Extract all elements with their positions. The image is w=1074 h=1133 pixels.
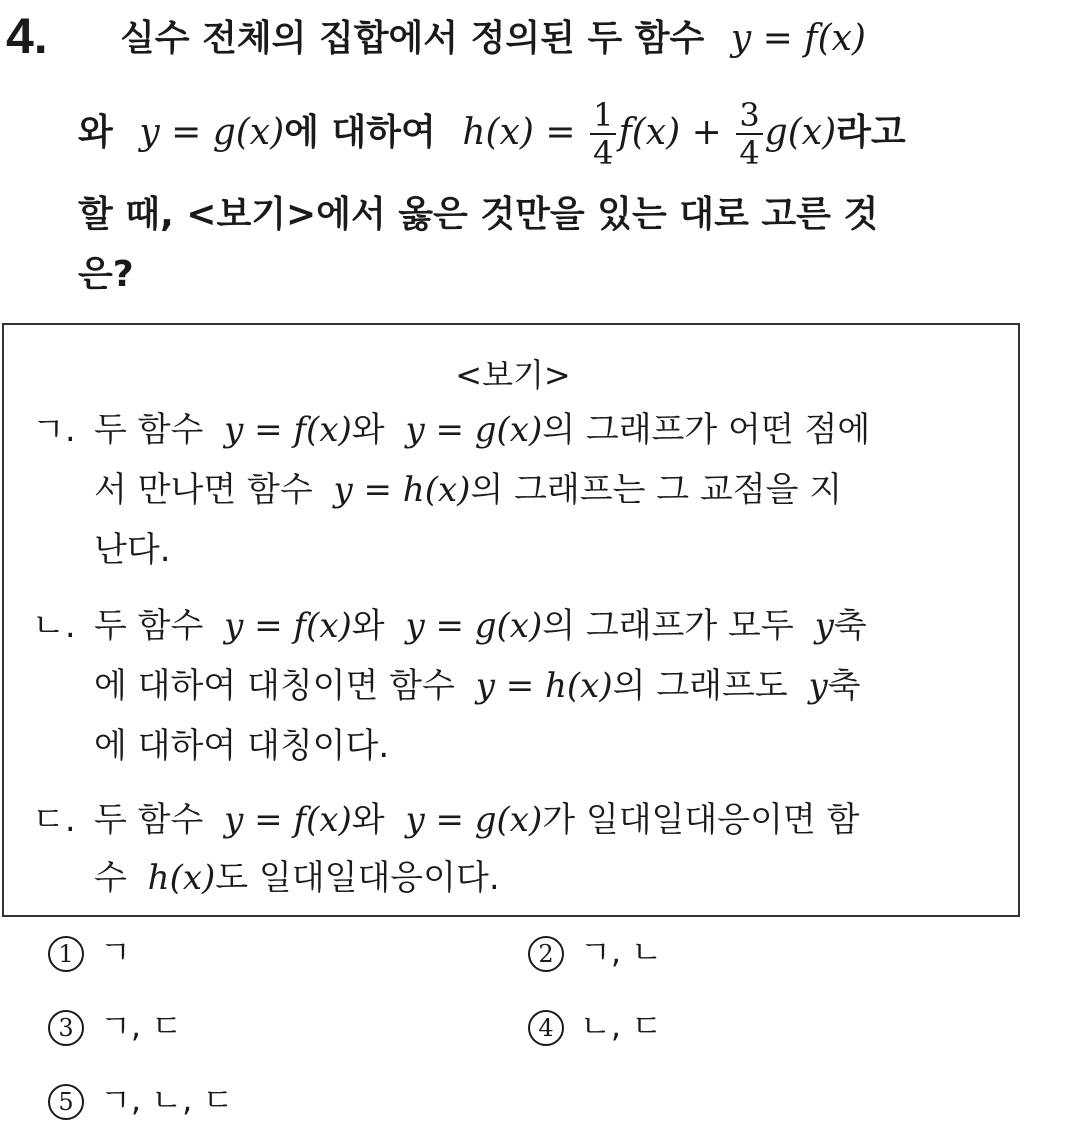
stem-math: y = g(x) xyxy=(139,112,285,153)
item-line xyxy=(32,405,870,455)
question-number: 4. xyxy=(6,8,48,64)
choice-text: ㄱ xyxy=(100,933,131,971)
fraction-denominator: 4 xyxy=(739,134,760,172)
item-text: 축 xyxy=(833,606,867,646)
item-line xyxy=(32,795,859,845)
item-math: y = g(x) xyxy=(405,606,543,646)
stem-math: g(x) xyxy=(764,112,837,153)
item-text: 도 일대일대응이다. xyxy=(215,858,500,898)
item-math: y = h(x) xyxy=(333,470,471,510)
fraction-denominator: 4 xyxy=(593,134,614,172)
item-text: 두 함수 xyxy=(94,410,204,450)
stem-text: 실수 전체의 집합에서 정의된 두 함수 xyxy=(120,18,705,59)
item-text: 의 그래프가 어떤 점에 xyxy=(542,410,871,450)
item-text: 의 그래프는 그 교점을 지 xyxy=(470,470,843,510)
circled-number-icon xyxy=(46,1008,86,1048)
svg-text:5: 5 xyxy=(58,1088,74,1116)
stem-math: y = f(x) xyxy=(730,18,866,59)
item-line xyxy=(32,465,842,515)
item-math: y = h(x) xyxy=(475,666,613,706)
item-math: h(x) xyxy=(147,858,216,898)
item-math: y = f(x) xyxy=(224,410,352,450)
fraction-numerator: 1 xyxy=(590,97,616,135)
stem-text: 은? xyxy=(78,254,134,295)
choice-4[interactable] xyxy=(526,1006,662,1048)
stem-math: h(x) = xyxy=(462,112,576,153)
choice-3[interactable] xyxy=(46,1006,182,1048)
item-mark: ㄴ. xyxy=(32,606,76,646)
item-text: 와 xyxy=(351,800,385,840)
choice-text: ㄱ, ㄴ, ㄷ xyxy=(100,1081,234,1119)
item-line xyxy=(32,525,171,575)
item-mark: ㄱ. xyxy=(32,410,76,450)
item-text: 와 xyxy=(351,606,385,646)
item-line xyxy=(32,853,500,903)
bogi-title: <보기> xyxy=(455,356,571,394)
choice-text: ㄱ, ㄴ xyxy=(580,933,663,971)
item-text: 에 대하여 대칭이다. xyxy=(94,726,390,766)
stem-text: 라고 xyxy=(836,112,906,153)
svg-text:4: 4 xyxy=(538,1014,554,1042)
stem-math: f(x) + xyxy=(618,112,722,153)
item-line xyxy=(32,721,389,771)
item-line xyxy=(32,601,867,651)
svg-text:1: 1 xyxy=(58,940,74,968)
item-text: 두 함수 xyxy=(94,606,204,646)
circled-number-icon xyxy=(526,1008,566,1048)
bogi-box xyxy=(2,323,1020,917)
item-text: 수 xyxy=(94,858,127,898)
fraction-1 xyxy=(590,97,616,171)
stem-text: 와 xyxy=(78,112,113,153)
item-text: 의 그래프가 모두 xyxy=(542,606,794,646)
item-line xyxy=(32,661,861,711)
item-math: y = g(x) xyxy=(405,800,543,840)
item-text: 난다. xyxy=(94,530,171,570)
item-math: y xyxy=(814,606,834,646)
item-text: 에 대하여 대칭이면 함수 xyxy=(94,666,455,706)
stem-line-1 xyxy=(120,14,866,64)
circled-number-icon xyxy=(526,934,566,974)
item-text: 와 xyxy=(351,410,385,450)
fraction-2 xyxy=(736,97,762,171)
stem-line-4 xyxy=(78,250,134,300)
item-text: 서 만나면 함수 xyxy=(94,470,313,510)
choice-text: ㄱ, ㄷ xyxy=(100,1007,183,1045)
choice-text: ㄴ, ㄷ xyxy=(580,1007,663,1045)
item-mark: ㄷ. xyxy=(32,800,76,840)
circled-number-icon xyxy=(46,934,86,974)
circled-number-icon xyxy=(46,1082,86,1122)
choice-1[interactable] xyxy=(46,932,131,974)
item-text: 축 xyxy=(827,666,861,706)
svg-text:2: 2 xyxy=(538,940,554,968)
choice-5[interactable] xyxy=(46,1080,233,1122)
fraction-numerator: 3 xyxy=(736,97,762,135)
svg-text:3: 3 xyxy=(58,1014,74,1042)
item-math: y = f(x) xyxy=(224,800,352,840)
choice-2[interactable] xyxy=(526,932,662,974)
item-math: y = g(x) xyxy=(405,410,543,450)
stem-text: 할 때, <보기>에서 옳은 것만을 있는 대로 고른 것 xyxy=(78,194,879,235)
item-math: y xyxy=(808,666,828,706)
item-math: y = f(x) xyxy=(224,606,352,646)
item-text: 가 일대일대응이면 함 xyxy=(542,800,860,840)
item-text: 의 그래프도 xyxy=(612,666,788,706)
item-text: 두 함수 xyxy=(94,800,204,840)
stem-text: 에 대하여 xyxy=(284,112,436,153)
stem-line-3 xyxy=(78,190,878,240)
stem-line-2 xyxy=(78,88,906,178)
